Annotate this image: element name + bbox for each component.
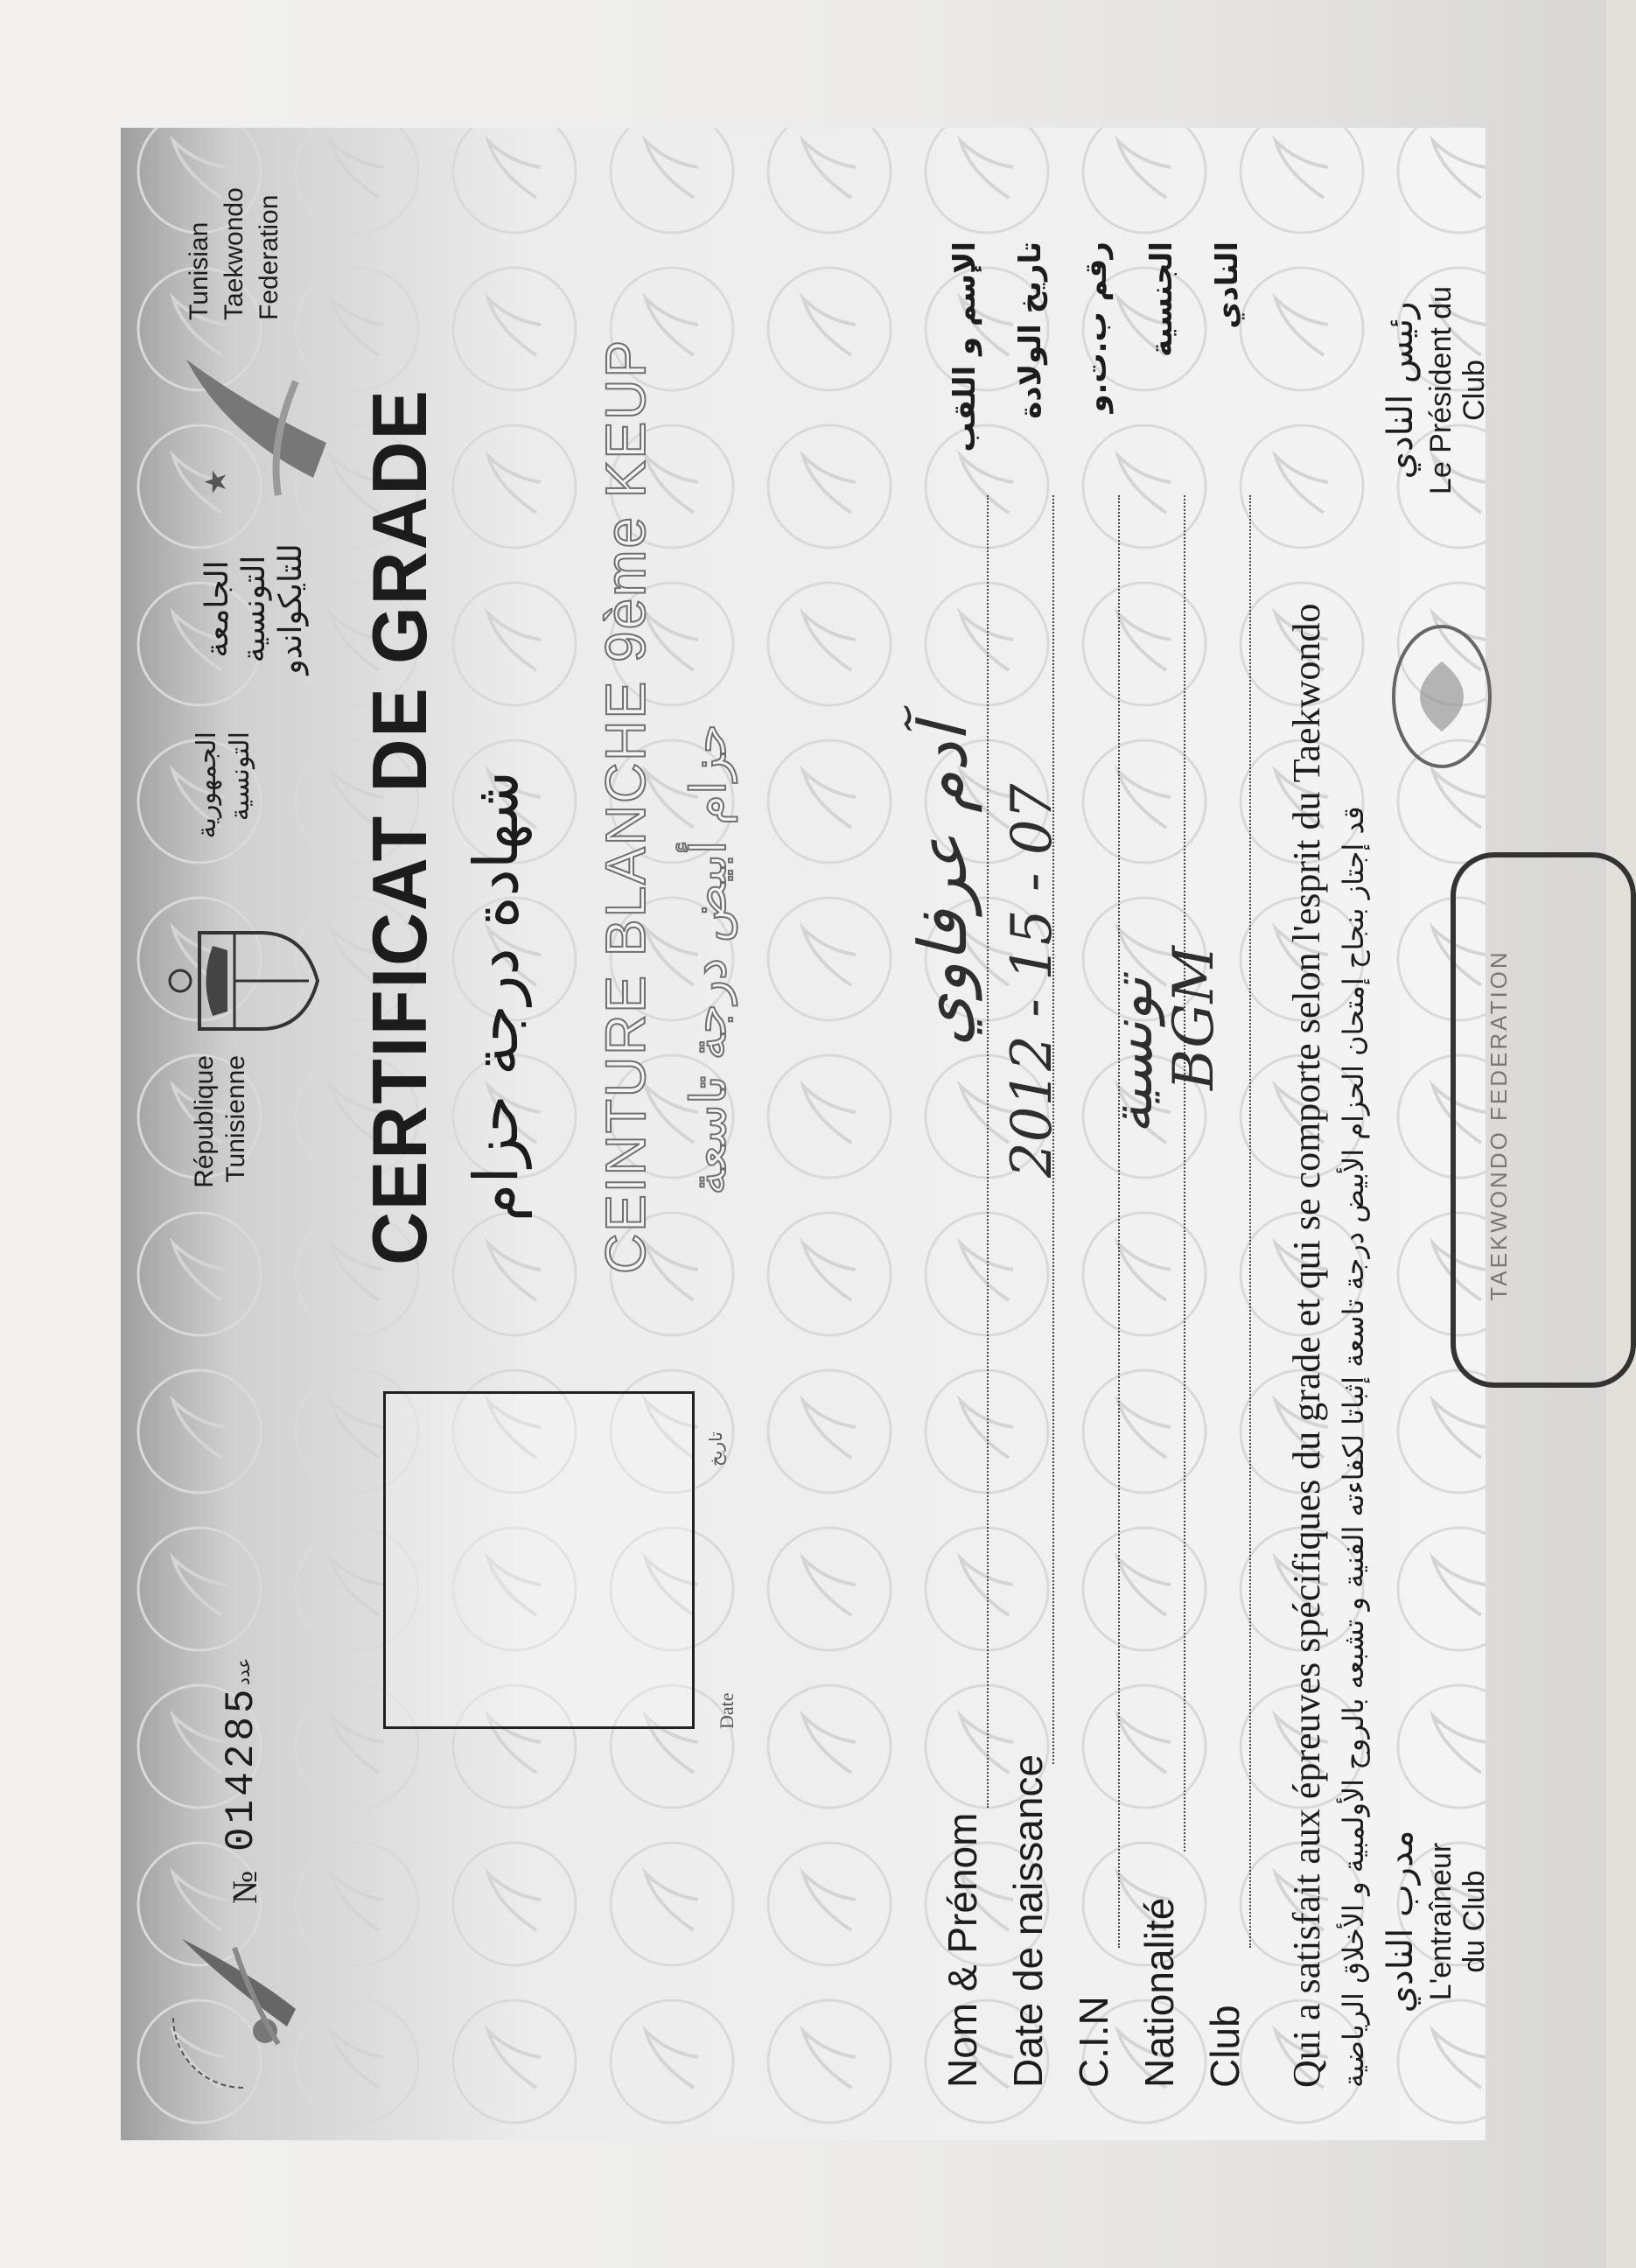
club-line <box>1249 495 1251 1948</box>
cin-label-fr: C.I.N <box>1071 1996 1116 2088</box>
handwritten-nationality: تونسية <box>1101 976 1165 1134</box>
nationality-line <box>1184 495 1185 1852</box>
name-line <box>987 495 989 1808</box>
belt-grade-ar: حزام أبيض درجة تاسعة <box>681 723 738 1195</box>
federation-name-en: Tunisian Taekwondo Federation <box>185 187 283 320</box>
handwritten-birth-date: 2012 - 15 - 07 <box>1000 783 1065 1178</box>
seal-mark <box>1381 609 1503 784</box>
handwritten-name: آدم عرفاوي <box>904 723 982 1046</box>
certificate-number-label: № <box>225 1870 264 1904</box>
president-signature-label-fr: Le Président du Club <box>1424 285 1491 495</box>
club-stamp <box>1451 852 1636 1388</box>
belt-grade-fr: CEINTURE BLANCHE 9ème KEUP <box>594 338 657 1274</box>
photo-box <box>383 1391 695 1729</box>
birth-label-ar: تاريخ الولادة <box>1013 242 1048 419</box>
svg-text:★: ★ <box>199 468 234 495</box>
certificate-title-ar: شهادة درجة حزام <box>460 770 532 1222</box>
republic-fr: République Tunisienne <box>190 1055 250 1188</box>
certificate-number-label-ar: عدد <box>233 1657 254 1685</box>
handwritten-club: BGM <box>1162 946 1227 1090</box>
coach-signature-label-ar: مدرب النادي <box>1381 1830 1421 2013</box>
cin-label-ar: رقم ب.ت.و <box>1079 242 1114 413</box>
birth-label-fr: Date de naissance <box>1005 1754 1051 2088</box>
statement-ar: قد إجتاز بنجاح إمتحان الحزام الأبيض درجة تاسعة إثباتا لكفاءته الفنية و تشبعه بالروح الأولمبية و الأخلاق الرياضية <box>1337 806 1370 2088</box>
world-taekwondo-logo <box>156 1930 331 2105</box>
republic-ar: الجمهورية التونسية <box>192 732 255 839</box>
coach-signature-label-fr: L'entraîneur du Club <box>1424 1842 1491 2001</box>
nationality-label-ar: الجنسية <box>1144 242 1179 357</box>
name-label-fr: Nom & Prénom <box>940 1812 985 2088</box>
tunisia-coat-of-arms <box>164 915 322 1046</box>
cin-line <box>1118 495 1120 1948</box>
statement-fr: Qui a satisfait aux épreuves spécifiques du grade et qui se comporte selon l'esprit du Taekwondo <box>1285 603 1328 2088</box>
stamp-text: TAEKWONDO FEDERATION <box>1486 949 1512 1301</box>
club-label-ar: النادي <box>1210 242 1245 329</box>
grade-certificate <box>121 128 1512 2140</box>
date-label-ar: تاريخ <box>705 1432 726 1466</box>
certificate-number: 014285 <box>219 1685 264 1852</box>
nationality-label-fr: Nationalité <box>1136 1897 1182 2088</box>
club-label-fr: Club <box>1202 2005 1248 2088</box>
name-label-ar: الإسم و اللقب <box>947 242 982 452</box>
federation-name-ar: الجامعة التونسية للتايكواندو <box>199 543 309 675</box>
president-signature-label-ar: رئيس النادي <box>1381 301 1421 480</box>
federation-logo <box>173 346 339 513</box>
certificate-title-fr: CERTIFICAT DE GRADE <box>356 388 443 1265</box>
date-label-fr: Date <box>716 1692 738 1729</box>
